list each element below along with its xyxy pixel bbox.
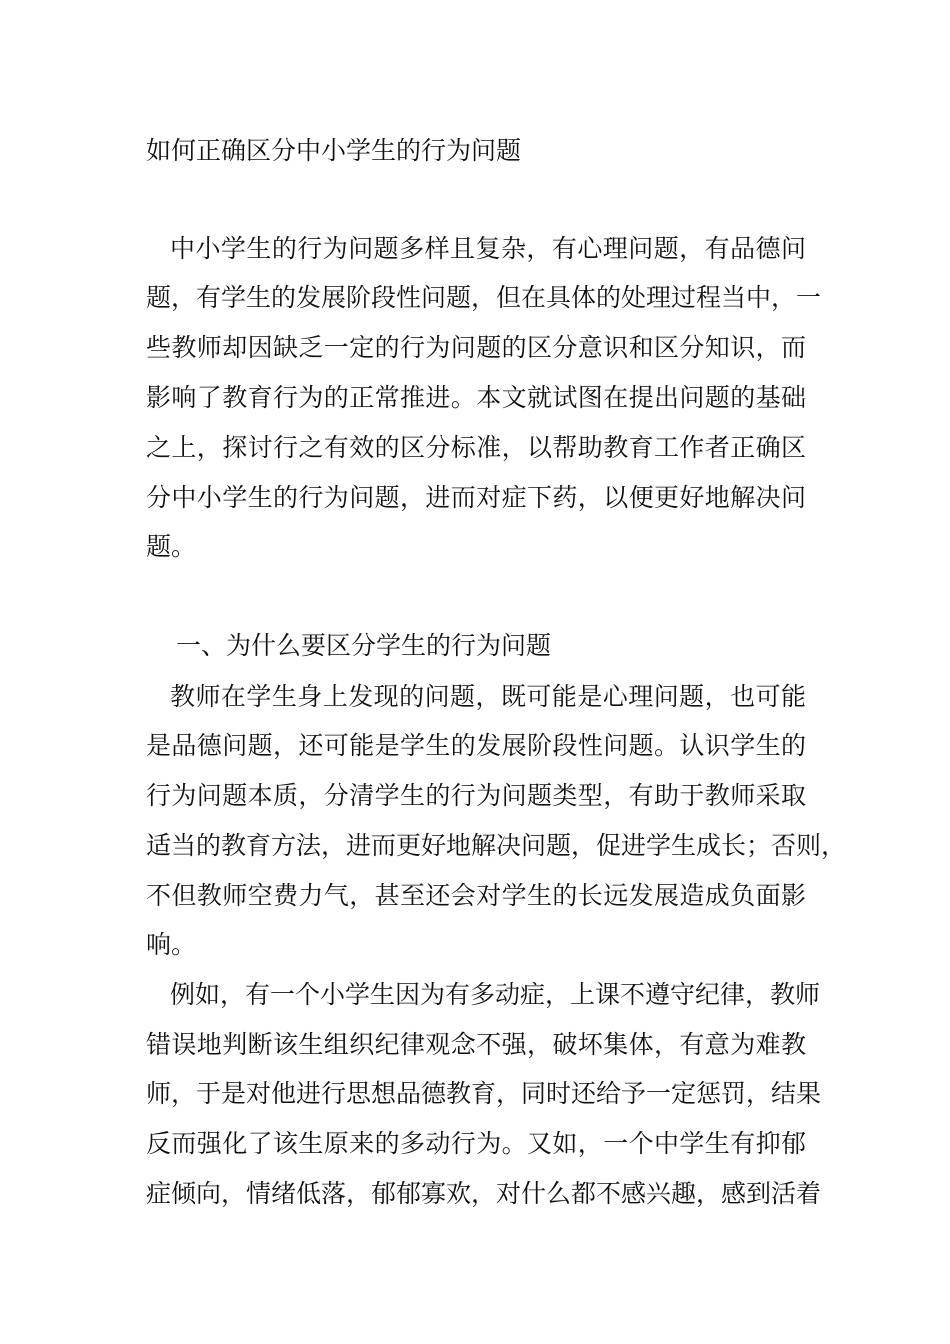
paragraph-line: 不但教师空费力气，甚至还会对学生的长远发展造成负面影 bbox=[146, 881, 806, 910]
intro-line: 题。 bbox=[146, 532, 197, 561]
paragraph-line: 例如，有一个小学生因为有多动症，上课不遵守纪律，教师 bbox=[170, 980, 821, 1009]
paragraph-line: 适当的教育方法，进而更好地解决问题，促进学生成长；否则， bbox=[146, 831, 847, 860]
paragraph-line: 反而强化了该生原来的多动行为。又如，一个中学生有抑郁 bbox=[146, 1129, 806, 1158]
paragraph-line: 是品德问题，还可能是学生的发展阶段性问题。认识学生的 bbox=[146, 731, 806, 760]
paragraph-line: 教师在学生身上发现的问题，既可能是心理问题，也可能 bbox=[170, 682, 806, 711]
intro-line: 些教师却因缺乏一定的行为问题的区分意识和区分知识，而 bbox=[146, 333, 806, 362]
paragraph-line: 错误地判断该生组织纪律观念不强，破坏集体，有意为难教 bbox=[146, 1030, 806, 1059]
intro-line: 影响了教育行为的正常推进。本文就试图在提出问题的基础 bbox=[146, 383, 806, 412]
intro-line: 之上，探讨行之有效的区分标准，以帮助教育工作者正确区 bbox=[146, 433, 806, 462]
paragraph-line: 症倾向，情绪低落，郁郁寡欢，对什么都不感兴趣，感到活着 bbox=[146, 1179, 822, 1208]
document-title: 如何正确区分中小学生的行为问题 bbox=[146, 136, 522, 165]
paragraph-line: 行为问题本质，分清学生的行为问题类型，有助于教师采取 bbox=[146, 781, 806, 810]
intro-line: 分中小学生的行为问题，进而对症下药，以便更好地解决问 bbox=[146, 483, 806, 512]
intro-line: 中小学生的行为问题多样且复杂，有心理问题，有品德问 bbox=[170, 234, 806, 263]
paragraph-line: 响。 bbox=[146, 930, 197, 959]
intro-line: 题，有学生的发展阶段性问题，但在具体的处理过程当中，一 bbox=[146, 283, 822, 312]
paragraph-line: 师，于是对他进行思想品德教育，同时还给予一定惩罚，结果 bbox=[146, 1079, 822, 1108]
section-heading: 一、为什么要区分学生的行为问题 bbox=[176, 631, 552, 660]
